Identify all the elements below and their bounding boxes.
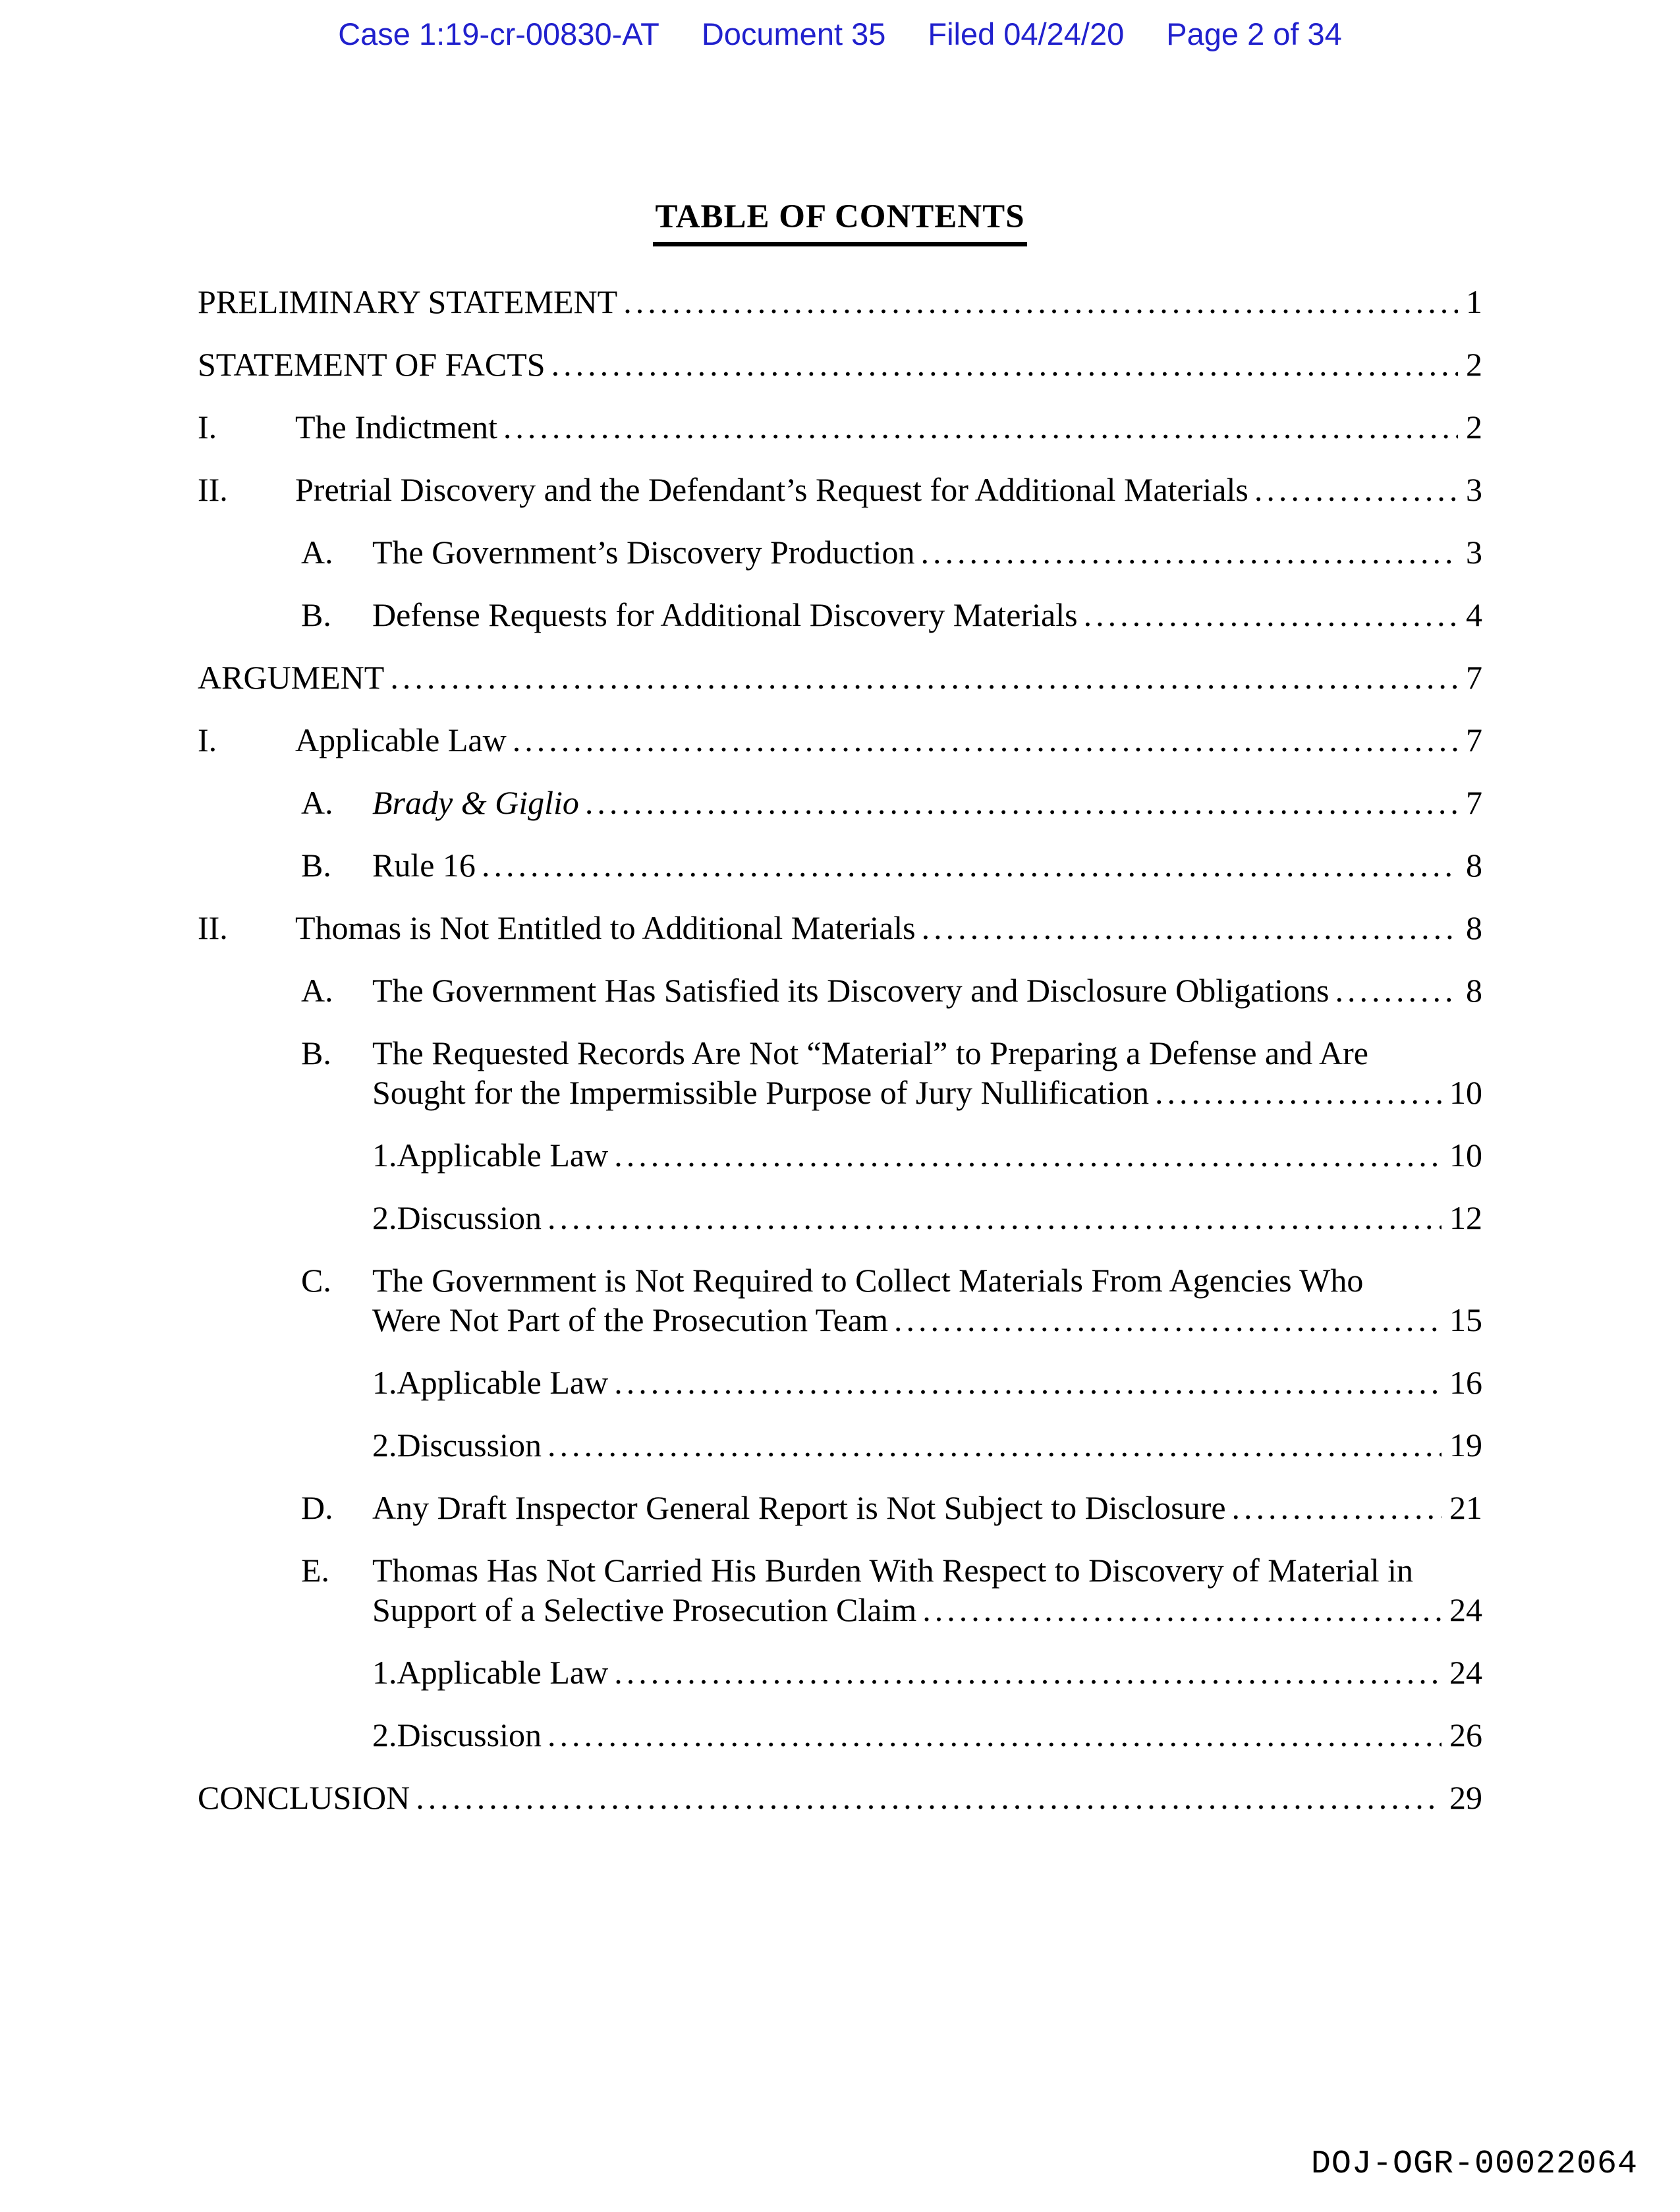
dot-leader (416, 1778, 1442, 1817)
toc-entry-text: Thomas Has Not Carried His Burden With Respect to Discovery of Material in (372, 1552, 1414, 1589)
toc-entry (198, 282, 1482, 322)
toc-entry-marker: I. (198, 722, 217, 758)
toc-entry-body (372, 783, 1482, 822)
toc-entry-page: 7 (1466, 722, 1482, 758)
toc-entry (198, 1550, 1482, 1630)
dot-leader (894, 1300, 1442, 1340)
toc-entry (198, 470, 1482, 509)
toc-entry-row (372, 1300, 1482, 1340)
bates-number: DOJ-OGR-00022064 (1310, 2145, 1638, 2183)
toc-entry-text: Defense Requests for Additional Discovery Materials (372, 596, 1078, 633)
toc-entry-text: Applicable Law (397, 1137, 609, 1174)
toc-entry-text: PRELIMINARY STATEMENT (198, 283, 618, 320)
toc-entry-page: 1 (1466, 283, 1482, 320)
toc-entry-text: Sought for the Impermissible Purpose of Jury Nullification (372, 1074, 1150, 1111)
toc-entry-marker: 1. (372, 1654, 397, 1691)
toc-entry-text: Discussion (397, 1716, 542, 1753)
table-of-contents (198, 282, 1482, 1817)
toc-entry-marker: 1. (372, 1137, 397, 1174)
dot-leader (1335, 971, 1459, 1010)
toc-entry-page: 16 (1449, 1364, 1482, 1401)
dot-leader (614, 1653, 1442, 1692)
toc-entry-body (198, 282, 1482, 322)
toc-entry-body (372, 845, 1482, 885)
toc-entry (198, 1715, 1482, 1755)
toc-entry-page: 29 (1449, 1779, 1482, 1816)
toc-entry-body (198, 1778, 1482, 1817)
toc-entry-row (198, 1778, 1482, 1817)
toc-entry-text: The Government is Not Required to Collect Materials From Agencies Who (372, 1262, 1364, 1299)
toc-entry-body (372, 1033, 1482, 1112)
toc-entry-page: 15 (1449, 1301, 1482, 1338)
toc-entry-body (372, 595, 1482, 635)
toc-entry-marker: II. (198, 909, 228, 946)
toc-entry-text: The Government’s Discovery Production (372, 534, 915, 571)
dot-leader (1155, 1073, 1442, 1112)
toc-entry-marker: B. (301, 596, 331, 633)
toc-entry (198, 1425, 1482, 1465)
toc-entry-body (372, 971, 1482, 1010)
dot-leader (551, 345, 1458, 384)
toc-entry-marker: 1. (372, 1364, 397, 1401)
toc-entry-row (372, 1715, 1482, 1755)
toc-entry-body (372, 1363, 1482, 1402)
toc-entry-body (295, 407, 1482, 447)
toc-entry-body (372, 1715, 1482, 1755)
toc-entry (198, 1135, 1482, 1175)
toc-entry-page: 8 (1466, 847, 1482, 884)
toc-entry-marker: 2. (372, 1427, 397, 1463)
toc-entry-marker: A. (301, 972, 333, 1009)
toc-entry-text: Applicable Law (397, 1364, 609, 1401)
toc-entry-row (198, 282, 1482, 322)
toc-entry-page: 2 (1466, 409, 1482, 445)
toc-entry (198, 1363, 1482, 1402)
toc-entry-marker: B. (301, 1035, 331, 1071)
toc-entry-text: CONCLUSION (198, 1779, 410, 1816)
toc-entry-page: 8 (1466, 909, 1482, 946)
toc-entry-page: 4 (1466, 596, 1482, 633)
dot-leader (1084, 595, 1458, 635)
dot-leader (1232, 1488, 1442, 1527)
toc-entry-page: 19 (1449, 1427, 1482, 1463)
toc-content (198, 198, 1482, 1840)
toc-entry (198, 1653, 1482, 1692)
toc-entry-page: 10 (1449, 1137, 1482, 1174)
toc-entry-page: 3 (1466, 534, 1482, 571)
dot-leader (547, 1198, 1442, 1237)
toc-entry-body (295, 720, 1482, 760)
toc-entry-row (295, 908, 1482, 948)
toc-entry-page: 26 (1449, 1716, 1482, 1753)
dot-leader (503, 407, 1458, 447)
toc-entry-row (372, 1363, 1482, 1402)
toc-entry (198, 720, 1482, 760)
toc-entry-row (295, 720, 1482, 760)
toc-entry-page: 3 (1466, 471, 1482, 508)
toc-entry-text: Brady & Giglio (372, 784, 579, 821)
toc-entry-row (372, 1198, 1482, 1237)
toc-entry-text: STATEMENT OF FACTS (198, 346, 546, 383)
toc-entry-marker: A. (301, 534, 333, 571)
toc-entry-page: 2 (1466, 346, 1482, 383)
ecf-filed-date: Filed 04/24/20 (928, 16, 1125, 51)
ecf-document-number: Document 35 (701, 16, 886, 51)
toc-entry-marker: 2. (372, 1199, 397, 1236)
toc-entry-body (198, 658, 1482, 697)
toc-entry (198, 1198, 1482, 1237)
toc-entry-row (372, 971, 1482, 1010)
toc-entry-page: 12 (1449, 1199, 1482, 1236)
toc-entry-text: Discussion (397, 1199, 542, 1236)
dot-leader (585, 783, 1458, 822)
toc-entry-page: 10 (1449, 1074, 1482, 1111)
toc-entry (198, 971, 1482, 1010)
toc-entry-row (198, 345, 1482, 384)
dot-leader (482, 845, 1458, 885)
toc-entry (198, 407, 1482, 447)
toc-entry-row (372, 1073, 1482, 1112)
toc-entry-row (372, 1425, 1482, 1465)
toc-entry-body (372, 1425, 1482, 1465)
dot-leader (1254, 470, 1458, 509)
toc-entry-page: 7 (1466, 784, 1482, 821)
toc-entry-marker: A. (301, 784, 333, 821)
toc-entry-text: The Indictment (295, 409, 497, 445)
toc-entry (198, 595, 1482, 635)
toc-entry-text: Discussion (397, 1427, 542, 1463)
toc-entry-row (198, 658, 1482, 697)
toc-entry-body (372, 1135, 1482, 1175)
toc-entry (198, 845, 1482, 885)
toc-entry-row (372, 1653, 1482, 1692)
ecf-header (0, 16, 1680, 53)
toc-entry-text: The Requested Records Are Not “Material” to Preparing a Defense and Are (372, 1035, 1368, 1071)
toc-entry-body (372, 1653, 1482, 1692)
dot-leader (920, 532, 1458, 572)
toc-entry-marker: D. (301, 1489, 333, 1526)
toc-entry-row (372, 1590, 1482, 1630)
toc-entry (198, 658, 1482, 697)
dot-leader (547, 1425, 1442, 1465)
title-wrap (198, 198, 1482, 246)
dot-leader (922, 1590, 1442, 1630)
toc-entry (198, 532, 1482, 572)
toc-entry (198, 783, 1482, 822)
toc-entry-row (372, 532, 1482, 572)
toc-entry-text: Rule 16 (372, 847, 476, 884)
toc-entry-text: Applicable Law (295, 722, 507, 758)
toc-entry-row (372, 1488, 1482, 1527)
toc-entry (198, 1033, 1482, 1112)
toc-entry-page: 8 (1466, 972, 1482, 1009)
toc-entry-text: Any Draft Inspector General Report is Not Subject to Disclosure (372, 1489, 1226, 1526)
dot-leader (547, 1715, 1442, 1755)
toc-entry-body (198, 345, 1482, 384)
toc-entry (198, 1488, 1482, 1527)
toc-entry-row (295, 407, 1482, 447)
toc-entry (198, 1261, 1482, 1340)
toc-entry-body (295, 908, 1482, 948)
toc-entry-page: 24 (1449, 1654, 1482, 1691)
toc-entry-page: 24 (1449, 1591, 1482, 1628)
toc-entry-body (372, 532, 1482, 572)
toc-entry-text: Applicable Law (397, 1654, 609, 1691)
dot-leader (513, 720, 1458, 760)
toc-entry-body (295, 470, 1482, 509)
toc-entry (198, 1778, 1482, 1817)
toc-entry-body (372, 1488, 1482, 1527)
toc-entry-page: 21 (1449, 1489, 1482, 1526)
toc-entry-marker: I. (198, 409, 217, 445)
page-title: TABLE OF CONTENTS (653, 198, 1026, 246)
toc-entry-row (372, 595, 1482, 635)
ecf-page-indicator: Page 2 of 34 (1166, 16, 1342, 51)
ecf-case-number: Case 1:19-cr-00830-AT (338, 16, 659, 51)
toc-entry-text: The Government Has Satisfied its Discovery and Disclosure Obligations (372, 972, 1330, 1009)
toc-entry-row (372, 1135, 1482, 1175)
dot-leader (623, 282, 1458, 322)
toc-entry-marker: II. (198, 471, 228, 508)
dot-leader (390, 658, 1458, 697)
toc-entry (198, 908, 1482, 948)
toc-entry-marker: C. (301, 1262, 331, 1299)
dot-leader (922, 908, 1458, 948)
toc-entry-body (372, 1550, 1482, 1630)
toc-entry-marker: B. (301, 847, 331, 884)
toc-entry-marker: E. (301, 1552, 330, 1589)
toc-entry (198, 345, 1482, 384)
toc-entry-row (372, 845, 1482, 885)
toc-entry-text: ARGUMENT (198, 659, 385, 696)
toc-entry-row (295, 470, 1482, 509)
toc-entry-page: 7 (1466, 659, 1482, 696)
toc-entry-body (372, 1198, 1482, 1237)
toc-entry-body (372, 1261, 1482, 1340)
toc-entry-marker: 2. (372, 1716, 397, 1753)
dot-leader (614, 1363, 1442, 1402)
toc-entry-text: Thomas is Not Entitled to Additional Materials (295, 909, 916, 946)
toc-entry-text: Support of a Selective Prosecution Claim (372, 1591, 917, 1628)
toc-entry-text: Pretrial Discovery and the Defendant’s Request for Additional Materials (295, 471, 1248, 508)
toc-entry-text: Were Not Part of the Prosecution Team (372, 1301, 889, 1338)
dot-leader (614, 1135, 1442, 1175)
toc-entry-row (372, 783, 1482, 822)
